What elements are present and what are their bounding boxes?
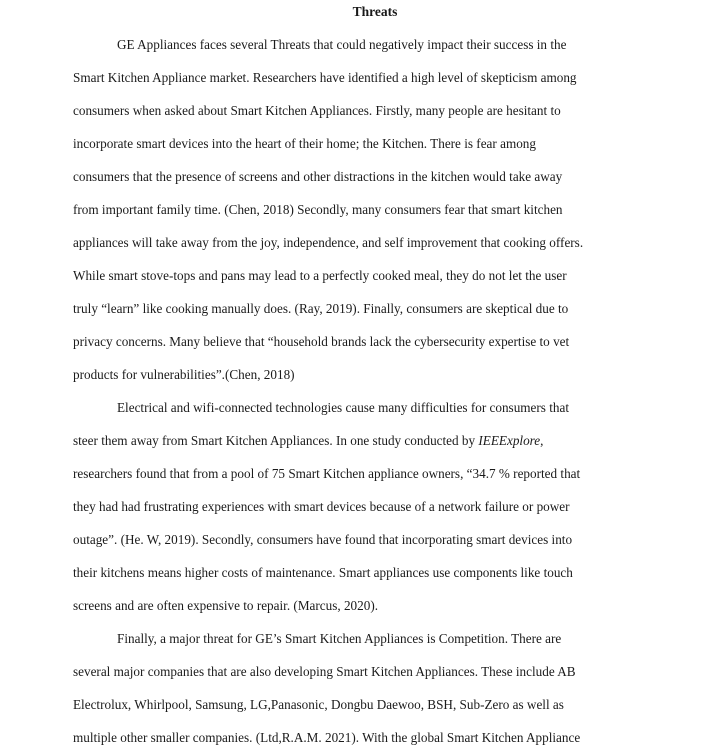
text-line: they had had frustrating experiences with smart devices because of a network failure or power xyxy=(73,499,570,514)
text-line: appliances will take away from the joy, independence, and self improvement that cooking offers. xyxy=(73,235,584,250)
text-line: Electrical and wifi-connected technologies cause many difficulties for consumers that xyxy=(117,400,569,415)
document-body xyxy=(73,28,643,754)
text-line: incorporate smart devices into the heart of their home; the Kitchen. There is fear among xyxy=(73,136,536,151)
text-segment: steer them away from Smart Kitchen Appliances. In one study conducted by xyxy=(73,433,479,448)
text-line: several major companies that are also developing Smart Kitchen Appliances. These include AB xyxy=(73,664,576,679)
text-line: researchers found that from a pool of 75 Smart Kitchen appliance owners, “34.7 % reported that xyxy=(73,466,581,481)
paragraph-competition xyxy=(73,622,643,754)
text-line xyxy=(73,424,643,457)
paragraph-technology xyxy=(73,391,643,622)
text-line: from important family time. (Chen, 2018) Secondly, many consumers fear that smart kitchen xyxy=(73,202,563,217)
text-line: consumers when asked about Smart Kitchen Appliances. Firstly, many people are hesitant to xyxy=(73,103,561,118)
text-line: products for vulnerabilities”.(Chen, 2018) xyxy=(73,367,295,382)
text-line: While smart stove-tops and pans may lead to a perfectly cooked meal, they do not let the user xyxy=(73,268,567,283)
text-line: truly “learn” like cooking manually does. (Ray, 2019). Finally, consumers are skeptical due to xyxy=(73,301,569,316)
section-heading: Threats xyxy=(352,4,398,19)
paragraph-skepticism xyxy=(73,28,643,391)
text-line: multiple other smaller companies. (Ltd,R.A.M. 2021). With the global Smart Kitchen Appliance xyxy=(73,730,581,745)
text-line: outage”. (He. W, 2019). Secondly, consumers have found that incorporating smart devices into xyxy=(73,532,573,547)
text-line: screens and are often expensive to repair. (Marcus, 2020). xyxy=(73,598,379,613)
text-line: Smart Kitchen Appliance market. Researchers have identified a high level of skepticism among xyxy=(73,70,577,85)
text-line: Finally, a major threat for GE’s Smart Kitchen Appliances is Competition. There are xyxy=(117,631,562,646)
text-line: privacy concerns. Many believe that “household brands lack the cybersecurity expertise to vet xyxy=(73,334,570,349)
text-line: consumers that the presence of screens and other distractions in the kitchen would take away xyxy=(73,169,563,184)
text-line: GE Appliances faces several Threats that could negatively impact their success in the xyxy=(117,37,567,52)
text-line: their kitchens means higher costs of maintenance. Smart appliances use components like touch xyxy=(73,565,573,580)
text-line: Electrolux, Whirlpool, Samsung, LG,Panasonic, Dongbu Daewoo, BSH, Sub-Zero as well as xyxy=(73,697,564,712)
text-segment: , xyxy=(540,433,544,448)
source-name-italic: IEEExplore xyxy=(478,433,541,448)
